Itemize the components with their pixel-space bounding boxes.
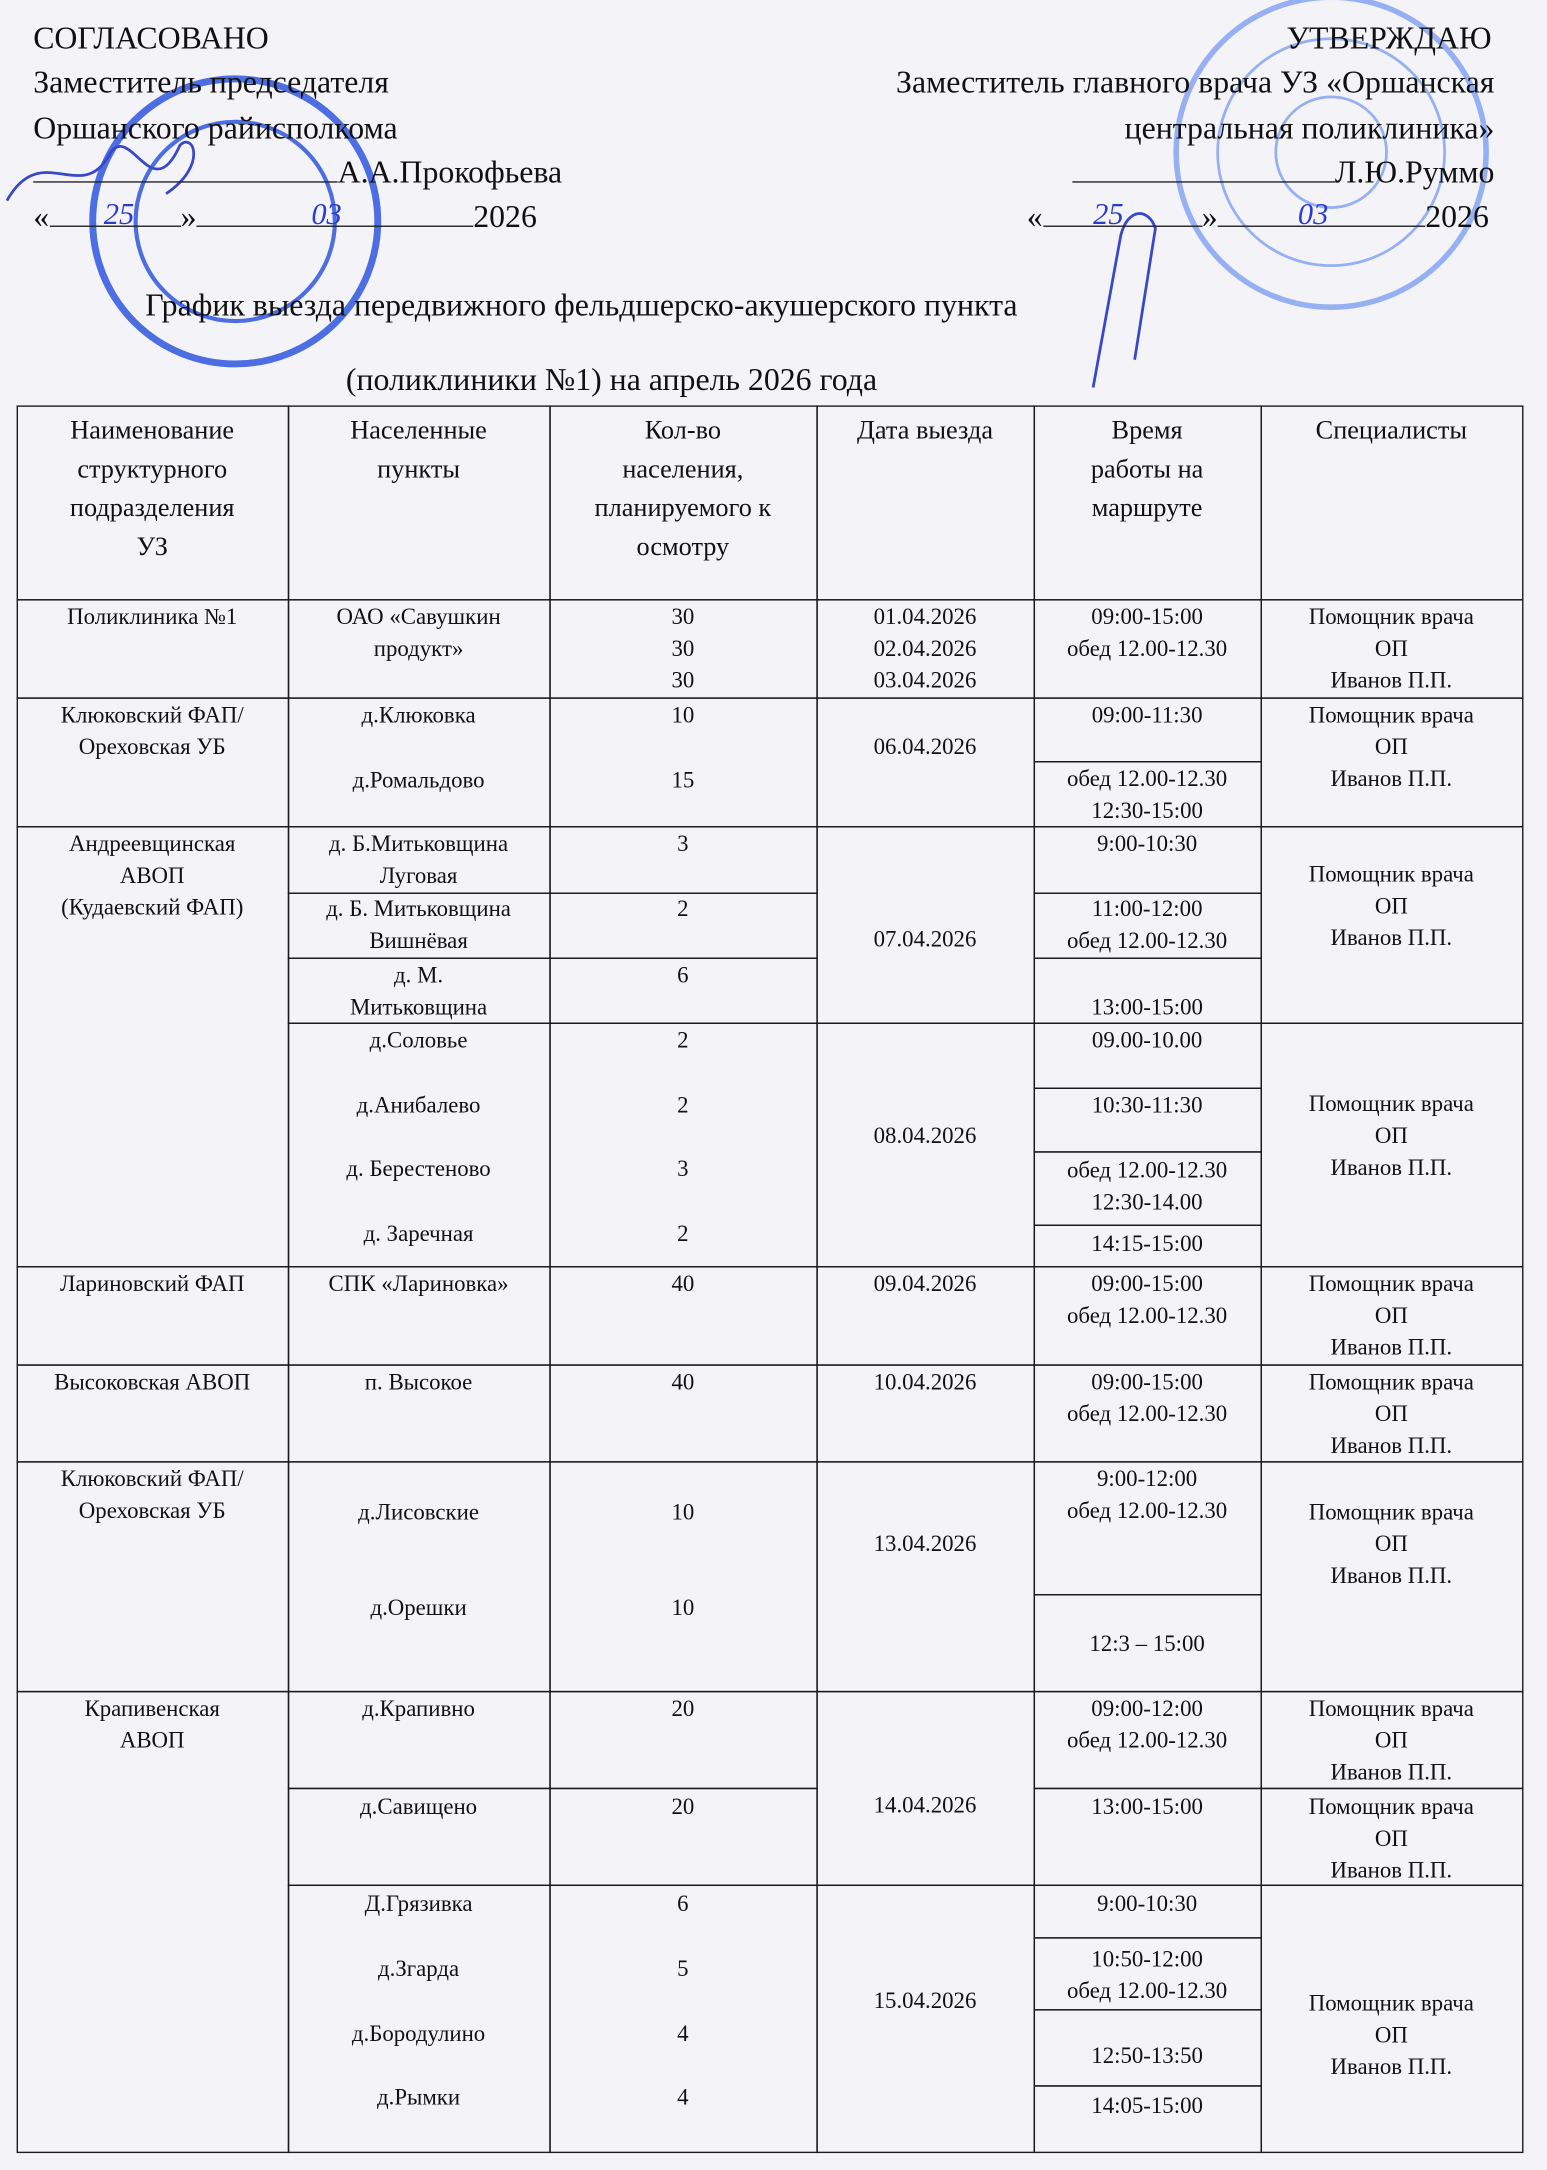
cell-specialists: Помощник врача ОП Иванов П.П. bbox=[1308, 1989, 1474, 2080]
cell-settlement: ОАО «Савушкин продукт» bbox=[336, 603, 501, 662]
cell-population-count: 3 bbox=[677, 1155, 689, 1182]
cell-population-count: 2 bbox=[677, 1026, 689, 1054]
approval-right-signature-line bbox=[1072, 151, 1495, 195]
cell-departure-date: 06.04.2026 bbox=[873, 733, 977, 760]
quote-open: « bbox=[33, 199, 50, 234]
cell-working-time: 09.00-10.00 bbox=[1091, 1026, 1203, 1054]
table-cell bbox=[17, 1691, 290, 2153]
cell-population-count: 40 bbox=[671, 1270, 695, 1297]
cell-working-time: 10:50-12:00 обед 12.00-12.30 bbox=[1066, 1945, 1228, 2004]
cell-settlement: д.Крапивно bbox=[362, 1695, 475, 1722]
cell-population-count: 10 bbox=[671, 1594, 695, 1621]
cell-working-time: 09:00-15:00 обед 12.00-12.30 bbox=[1066, 1368, 1228, 1427]
cell-unit-name: Андреевщинская АВОП (Кудаевский ФАП) bbox=[61, 830, 244, 921]
cell-working-time: 09:00-15:00 обед 12.00-12.30 bbox=[1066, 603, 1228, 662]
cell-population-count: 20 bbox=[671, 1695, 695, 1722]
cell-working-time: 13:00-15:00 bbox=[1091, 1793, 1203, 1820]
cell-working-time: 9:00-10:30 bbox=[1096, 830, 1198, 857]
approval-left-handwritten-month: 03 bbox=[311, 196, 342, 232]
cell-specialists: Помощник врача ОП Иванов П.П. bbox=[1308, 1368, 1474, 1459]
cell-population-count: 6 bbox=[677, 1890, 689, 1917]
table-cell bbox=[816, 1461, 1035, 1692]
approval-left-signature-line bbox=[33, 151, 562, 195]
cell-population-count: 5 bbox=[677, 1955, 689, 1982]
cell-specialists: Помощник врача ОП Иванов П.П. bbox=[1308, 1695, 1474, 1785]
cell-specialists: Помощник врача ОП Иванов П.П. bbox=[1308, 1270, 1474, 1361]
column-header-working-time: Время работы на маршруте bbox=[1090, 416, 1204, 524]
cell-settlement: д.Клюковка bbox=[361, 701, 476, 728]
approval-right-position: Заместитель главного врача УЗ «Оршанская bbox=[896, 65, 1495, 100]
cell-working-time: обед 12.00-12.30 12:30-14.00 bbox=[1066, 1156, 1228, 1215]
cell-settlement: д. Заречная bbox=[363, 1220, 474, 1247]
cell-settlement: д.Анибалево bbox=[356, 1091, 481, 1119]
cell-unit-name: Клюковский ФАП/ Ореховская УБ bbox=[60, 1465, 244, 1524]
cell-specialists: Помощник врача ОП Иванов П.П. bbox=[1308, 1498, 1474, 1589]
approval-left-signatory: А.А.Прокофьева bbox=[337, 154, 563, 190]
column-header-departure-date: Дата выезда bbox=[856, 416, 994, 446]
approval-left-position: Заместитель председателя bbox=[33, 65, 389, 100]
quote-close: » bbox=[180, 199, 197, 234]
cell-working-time: 14:15-15:00 bbox=[1091, 1230, 1203, 1257]
cell-departure-date: 13.04.2026 bbox=[873, 1530, 977, 1557]
cell-working-time: 12:50-13:50 bbox=[1091, 2042, 1203, 2069]
approval-right-organization: центральная поликлиника» bbox=[1124, 110, 1495, 146]
cell-working-time: 09:00-11:30 bbox=[1091, 701, 1203, 728]
cell-population-count: 4 bbox=[677, 2020, 689, 2047]
cell-unit-name: Лариновский ФАП bbox=[59, 1270, 245, 1297]
cell-departure-date: 07.04.2026 bbox=[873, 925, 977, 952]
approval-left-organization: Оршанского райисполкома bbox=[33, 110, 398, 146]
signature-blank bbox=[1072, 151, 1335, 183]
cell-unit-name: Поликлиника №1 bbox=[67, 603, 238, 630]
cell-working-time: 14:05-15:00 bbox=[1091, 2092, 1203, 2119]
cell-working-time: 10:30-11:30 bbox=[1091, 1091, 1203, 1119]
cell-settlement: п. Высокое bbox=[364, 1368, 473, 1395]
cell-working-time: 11:00-12:00 обед 12.00-12.30 bbox=[1066, 895, 1228, 954]
cell-unit-name: Высоковская АВОП bbox=[54, 1368, 251, 1395]
approval-left-handwritten-day: 25 bbox=[103, 196, 135, 232]
cell-population-count: 40 bbox=[671, 1368, 695, 1395]
cell-population-count: 10 bbox=[671, 1498, 695, 1525]
cell-population-count: 15 bbox=[671, 766, 695, 793]
cell-settlement: Д.Грязивка bbox=[364, 1890, 473, 1917]
right-signature-icon bbox=[1093, 214, 1155, 388]
cell-settlement: д.Савищено bbox=[360, 1793, 478, 1820]
cell-settlement: д.Ромальдово bbox=[352, 766, 485, 793]
cell-settlement: СПК «Лариновка» bbox=[328, 1270, 509, 1297]
cell-settlement: д. Берестеново bbox=[346, 1155, 491, 1182]
cell-unit-name: Крапивенская АВОП bbox=[84, 1695, 220, 1754]
cell-population-count: 6 bbox=[677, 961, 689, 988]
approval-left-heading: СОГЛАСОВАНО bbox=[33, 20, 269, 56]
cell-working-time: 9:00-10:30 bbox=[1096, 1890, 1198, 1917]
cell-working-time: 13:00-15:00 bbox=[1091, 993, 1203, 1020]
cell-population-count: 2 bbox=[677, 895, 689, 922]
cell-working-time: 9:00-12:00 обед 12.00-12.30 bbox=[1066, 1465, 1228, 1524]
document-title-line-2: (поликлиники №1) на апрель 2026 года bbox=[345, 362, 878, 398]
cell-working-time: 09:00-12:00 обед 12.00-12.30 bbox=[1066, 1695, 1228, 1754]
column-header-population-count: Кол-во населения, планируемого к осмотру bbox=[594, 416, 772, 562]
cell-specialists: Помощник врача ОП Иванов П.П. bbox=[1308, 701, 1474, 792]
approval-right-handwritten-month: 03 bbox=[1297, 196, 1329, 232]
cell-departure-date: 14.04.2026 bbox=[873, 1791, 977, 1819]
cell-specialists: Помощник врача ОП Иванов П.П. bbox=[1308, 1793, 1474, 1884]
approval-left-year: 2026 bbox=[473, 199, 537, 234]
cell-population-count: 2 bbox=[677, 1220, 689, 1247]
column-header-unit-name: Наименование структурного подразделения УЗ bbox=[69, 416, 235, 562]
approval-right-heading: УТВЕРЖДАЮ bbox=[1286, 20, 1492, 56]
cell-population-count: 20 bbox=[671, 1793, 695, 1820]
cell-departure-date: 15.04.2026 bbox=[873, 1987, 977, 2014]
cell-settlement: д.Згарда bbox=[377, 1955, 460, 1982]
cell-population-count: 30 30 30 bbox=[671, 603, 695, 694]
cell-departure-date: 09.04.2026 bbox=[873, 1270, 977, 1297]
cell-specialists: Помощник врача ОП Иванов П.П. bbox=[1308, 860, 1474, 951]
column-header-specialists: Специалисты bbox=[1315, 416, 1468, 446]
cell-working-time: обед 12.00-12.30 12:30-15:00 bbox=[1066, 765, 1228, 824]
cell-settlement: д.Соловье bbox=[369, 1026, 468, 1054]
cell-settlement: д. Б. Митьковщина Вишнёвая bbox=[326, 895, 511, 954]
cell-population-count: 3 bbox=[677, 830, 689, 857]
signature-blank bbox=[33, 151, 337, 183]
approval-right-year: 2026 bbox=[1425, 199, 1489, 234]
cell-departure-date: 08.04.2026 bbox=[873, 1122, 977, 1149]
cell-settlement: д.Рымки bbox=[376, 2083, 461, 2111]
quote-close: » bbox=[1201, 199, 1218, 234]
approval-right-signatory: Л.Ю.Руммо bbox=[1334, 154, 1495, 190]
cell-working-time: 12:3 – 15:00 bbox=[1089, 1630, 1205, 1657]
cell-specialists: Помощник врача ОП Иванов П.П. bbox=[1308, 1090, 1474, 1181]
cell-specialists: Помощник врача ОП Иванов П.П. bbox=[1308, 603, 1474, 694]
quote-open: « bbox=[1026, 199, 1043, 234]
approval-right-handwritten-day: 25 bbox=[1093, 196, 1124, 232]
cell-population-count: 2 bbox=[677, 1091, 689, 1119]
cell-settlement: д.Орешки bbox=[370, 1594, 467, 1621]
cell-settlement: д.Лисовские bbox=[358, 1498, 479, 1525]
cell-settlement: д.Бородулино bbox=[351, 2020, 486, 2047]
document-title-line-1: График выезда передвижного фельдшерско-акушерского пункта bbox=[145, 287, 1018, 323]
cell-working-time: 09:00-15:00 обед 12.00-12.30 bbox=[1066, 1270, 1228, 1329]
table-cell bbox=[816, 1885, 1035, 2153]
cell-departure-date: 01.04.2026 02.04.2026 03.04.2026 bbox=[873, 603, 977, 694]
cell-departure-date: 10.04.2026 bbox=[873, 1368, 977, 1395]
cell-settlement: д. М. Митьковщина bbox=[349, 961, 488, 1020]
cell-population-count: 4 bbox=[677, 2083, 689, 2111]
cell-settlement: д. Б.Митьковщина Луговая bbox=[329, 830, 509, 889]
cell-population-count: 10 bbox=[671, 701, 695, 728]
cell-unit-name: Клюковский ФАП/ Ореховская УБ bbox=[60, 701, 244, 760]
column-header-settlement: Населенные пункты bbox=[350, 416, 487, 485]
